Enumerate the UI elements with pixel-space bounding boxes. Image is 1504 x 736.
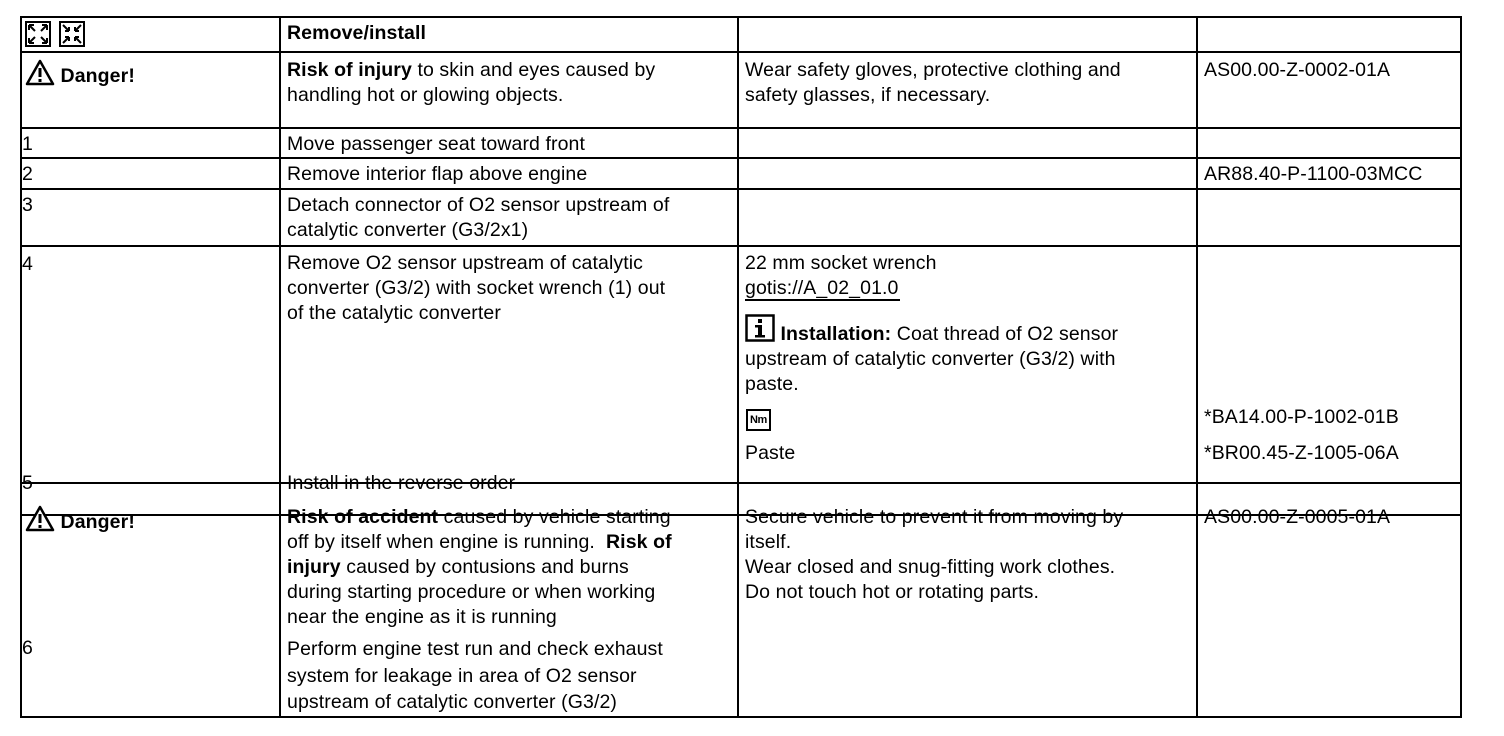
gotis-link[interactable]: gotis://A_02_01.0 bbox=[745, 277, 899, 299]
step-text: Move passenger seat toward front bbox=[287, 133, 586, 155]
installation-text: upstream of catalytic converter (G3/2) with bbox=[745, 348, 1116, 370]
danger-measure-text bbox=[745, 58, 1121, 108]
measure-text: safety glasses, if necessary. bbox=[745, 84, 991, 106]
risk-bold: Risk of accident bbox=[287, 506, 439, 528]
torque-icon: Nm bbox=[746, 409, 771, 431]
tool-text: 22 mm socket wrench bbox=[745, 252, 937, 274]
danger-label-text: Danger! bbox=[60, 511, 135, 533]
procedure-table bbox=[20, 16, 1462, 718]
step-text: Remove interior flap above engine bbox=[287, 163, 588, 185]
header-title: Remove/install bbox=[287, 22, 427, 44]
risk-text: off by itself when engine is running. bbox=[287, 531, 606, 553]
step-line: of the catalytic converter bbox=[287, 302, 501, 324]
header-icons bbox=[25, 21, 91, 54]
risk-text: handling hot or glowing objects. bbox=[287, 84, 564, 106]
risk-text: near the engine as it is running bbox=[287, 606, 557, 628]
step-number: 2 bbox=[22, 163, 33, 185]
step-line: Perform engine test run and check exhaust bbox=[287, 638, 663, 660]
danger-label bbox=[25, 59, 135, 89]
step-number: 4 bbox=[22, 253, 33, 275]
risk-text: caused by contusions and burns bbox=[340, 556, 629, 578]
risk-text: during starting procedure or when working bbox=[287, 581, 656, 603]
step-text bbox=[287, 636, 663, 716]
measure-text: itself. bbox=[745, 531, 792, 553]
step-line: system for leakage in area of O2 sensor bbox=[287, 664, 637, 687]
danger-risk-text bbox=[287, 58, 655, 108]
step-number: 3 bbox=[22, 194, 33, 216]
warning-icon bbox=[25, 505, 55, 532]
danger-label bbox=[25, 505, 135, 535]
danger-measure-text bbox=[745, 505, 1123, 605]
step-text bbox=[287, 193, 669, 243]
risk-text: to skin and eyes caused by bbox=[411, 59, 656, 81]
measure-text: Wear safety gloves, protective clothing and bbox=[745, 59, 1121, 81]
step-line: catalytic converter (G3/2x1) bbox=[287, 219, 529, 241]
step-line: converter (G3/2) with socket wrench (1) out bbox=[287, 277, 666, 299]
risk-bold: injury bbox=[287, 556, 341, 578]
paste-ref[interactable]: *BR00.45-Z-1005-06A bbox=[1204, 442, 1399, 464]
danger-ref[interactable]: AS00.00-Z-0002-01A bbox=[1204, 59, 1391, 81]
step-line: Remove O2 sensor upstream of catalytic bbox=[287, 252, 644, 274]
step-ref[interactable]: AR88.40-P-1100-03MCC bbox=[1204, 163, 1423, 185]
measure-text: Do not touch hot or rotating parts. bbox=[745, 581, 1040, 603]
risk-text: caused by vehicle starting bbox=[438, 506, 671, 528]
table-frame bbox=[20, 16, 1462, 718]
danger-ref[interactable]: AS00.00-Z-0005-01A bbox=[1204, 506, 1391, 528]
installation-label: Installation: bbox=[780, 323, 892, 345]
tool-link[interactable] bbox=[745, 276, 900, 301]
installation-text: paste. bbox=[745, 373, 799, 395]
step-line: upstream of catalytic converter (G3/2) bbox=[287, 691, 618, 713]
danger-risk-text bbox=[287, 505, 672, 630]
installation-note bbox=[745, 314, 1118, 397]
measure-text: Wear closed and snug-fitting work clothes. bbox=[745, 556, 1116, 578]
risk-bold: Risk of bbox=[606, 531, 672, 553]
step-line: Detach connector of O2 sensor upstream of bbox=[287, 194, 670, 216]
nm-badge bbox=[746, 405, 771, 431]
expand-icon[interactable] bbox=[26, 22, 50, 46]
paste-label: Paste bbox=[745, 442, 796, 464]
step-text: Install in the reverse order bbox=[287, 472, 516, 494]
step-number: 6 bbox=[22, 637, 33, 659]
risk-bold: Risk of injury bbox=[287, 59, 412, 81]
danger-label-text: Danger! bbox=[60, 65, 135, 87]
step-number: 1 bbox=[22, 133, 33, 155]
step-number: 5 bbox=[22, 472, 33, 494]
step-text bbox=[287, 251, 665, 326]
info-icon bbox=[745, 314, 775, 342]
installation-text: Coat thread of O2 sensor bbox=[891, 323, 1119, 345]
collapse-icon[interactable] bbox=[60, 22, 84, 46]
nm-ref[interactable]: *BA14.00-P-1002-01B bbox=[1204, 406, 1399, 428]
warning-icon bbox=[25, 59, 55, 86]
measure-text: Secure vehicle to prevent it from moving by bbox=[745, 506, 1124, 528]
